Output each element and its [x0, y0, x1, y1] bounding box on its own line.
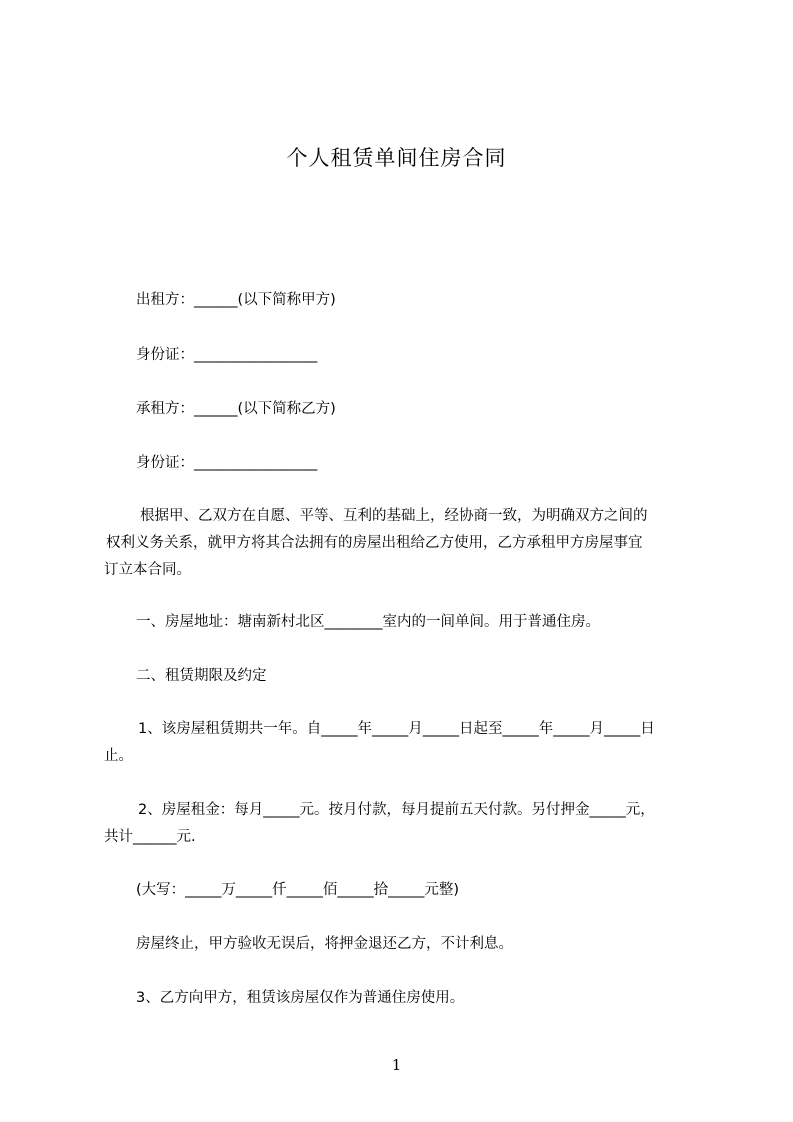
amount-in-words: (大写：_____万_____仟_____佰_____拾_____元整): [136, 882, 460, 898]
item-2-line-2: 共计______元.: [104, 829, 196, 845]
deposit-return-line: 房屋终止，甲方验收无误后，将押金退还乙方，不计利息。: [136, 936, 513, 952]
lessee-line: 承租方：______(以下简称乙方): [136, 401, 336, 417]
lessor-id-line: 身份证：_________________: [136, 347, 318, 363]
item-1-line-1: 1、该房屋租赁期共一年。自_____年_____月_____日起至_____年_____月_____日: [138, 721, 655, 737]
item-1: [104, 716, 709, 770]
item-1-line-2: 止。: [104, 748, 133, 764]
intro-line-1: 根据甲、乙双方在自愿、平等、互利的基础上，经协商一致，为明确双方之间的: [140, 508, 648, 524]
lessor-line: 出租方：______(以下简称甲方): [136, 292, 336, 308]
item-2: [104, 797, 709, 851]
intro-line-2: 权利义务关系，就甲方将其合法拥有的房屋出租给乙方使用，乙方承租甲方房屋事宜: [106, 535, 643, 551]
document-title: 个人租赁单间住房合同: [286, 146, 507, 170]
lessee-id-line: 身份证：_________________: [136, 455, 318, 471]
clause-1: 一、房屋地址：塘南新村北区________室内的一间单间。用于普通住房。: [136, 614, 600, 630]
page-number: 1: [391, 1056, 402, 1074]
item-3: 3、乙方向甲方，租赁该房屋仅作为普通住房使用。: [136, 990, 465, 1006]
intro-paragraph: [104, 503, 709, 584]
clause-2-heading: 二、租赁期限及约定: [136, 668, 267, 684]
intro-line-3: 订立本合同。: [104, 562, 191, 578]
item-2-line-1: 2、房屋租金：每月_____元。按月付款，每月提前五天付款。另付押金_____元，: [138, 802, 655, 818]
